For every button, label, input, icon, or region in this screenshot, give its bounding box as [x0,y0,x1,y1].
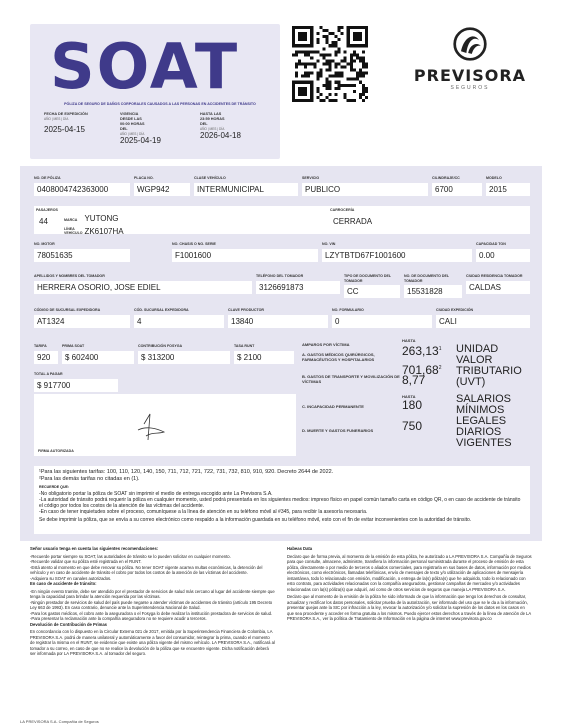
passengers: PASAJEROS 44 [36,208,58,226]
policy-dates [36,112,280,156]
coverage-b-label: B. GASTOS DE TRANSPORTE Y MOVILIZACIÓN DE VÍCTIMAS [302,374,400,384]
coverage-heading: AMPAROS POR VÍCTIMA [302,342,350,347]
producer-key: CLAVE PRODUCTOR 13840 [228,308,328,328]
engine-cc: CILINDRAJE/CC 6700 [432,176,482,196]
brand-name: PREVISORA [413,66,527,85]
brand-subtitle: SEGUROS [450,85,490,91]
engine-number: NO. MOTOR 78051635 [34,242,130,262]
coverage-transport-value: 8,77 [402,373,426,387]
model-year: MODELO 2015 [486,176,530,196]
vehicle-class: CLASE VEHÍCULO INTERMUNICIPAL [194,176,298,196]
soat-logo-block [30,24,280,159]
plate-number: PLACA NO. WGP942 [134,176,190,196]
document-type: TIPO DE DOCUMENTO DEL TOMADOR CC [344,274,400,298]
valid-until-date: HASTA LAS 23:59 HORAS DEL AÑO | MES | DÍA 2026-04-18 [200,112,241,140]
soat-subtitle: PÓLIZA DE SEGURO DE DAÑOS CORPORALES CAUSADOS A LAS PERSONAS EN ACCIDENTES DE TRÁNSITO [64,102,256,106]
body-type: CARROCERÍA CERRADA [330,208,373,226]
policyholder-name: APELLIDOS Y NOMBRES DEL TOMADOR HERRERA OSORIO, JOSE EDIEL [34,274,252,294]
form-number: NO. FORMULARIO 0 [332,308,432,328]
fosyga-contribution: CONTRIBUCIÓN FOSYGA $ 313200 [138,344,230,364]
previsora-logo-icon [452,26,488,62]
signature-area [34,394,296,456]
previsora-brand [405,26,535,106]
issue-date: FECHA DE EXPEDICIÓN AÑO | MES | DÍA 2025-04-15 [44,112,88,134]
coverage-a-label: A. GASTOS MÉDICOS QUIRÚRGICOS, FARMACÉUTICOS Y HOSPITALARIOS [302,352,375,362]
service-type: SERVICIO PUBLICO [302,176,428,196]
residence-city: CIUDAD RESIDENCIA TOMADOR CALDAS [466,274,530,294]
coverage-c-label: C. INCAPACIDAD PERMANENTE [302,404,364,409]
document-header [20,14,542,164]
runt-fee: TASA RUNT $ 2100 [234,344,294,364]
policy-form [20,166,542,541]
branch-code: CÓDIGO DE SUCURSAL EXPEDIDORA AT1324 [34,308,130,328]
policy-number: NO. DE PÓLIZA 0408004742363000 [34,176,130,196]
vehicle-line: LÍNEA VEHÍCULO ZK6107HA [64,226,124,236]
signature-graphic [34,394,296,456]
coverage-d-value: 750 [402,419,423,433]
valid-from-date: VIGENCIA DESDE LAS 00:00 HORAS DEL AÑO | MES | DÍA 2025-04-19 [120,112,161,145]
recommendations-column: Señor usuario tenga en cuenta las siguientes recomendaciones: -Recuerde portar siempre su SOAT, las autoridades de tránsito se lo pueden solicitar en cualquier momento. -Recuerde validar que su póliza esté registrada en el RUNT. -Está atento al momento en que debe renovar su póliza. No tener SOAT vigente acarrea multas económicas, la detención del vehículo y en caso de accidente de tránsito el cobro por todos los costos de la atención de las víctimas del accidente. -Adquiera su SOAT en canales autorizados. En caso de accidente de tránsito: -En ningún evento tramite, debe ser atendido por el prestador de servicios de salud más cercano al lugar del accidente siempre que tenga la capacidad para brindar la atención requerida por las víctimas. -Ningún prestador de servicios de salud del país puede negarse a atender víctimas de accidentes de tránsito (artículo 195 Decreto Ley 663 de 1993). En caso contrario, denuncie ante la Superintendencia Nacional de Salud. -Para los gastos médicos, el cobro ante la aseguradora o el Fosyga lo debe realizar la institución prestadora de servicios de salud. -Para presentar la reclamación ante la compañía aseguradora no se requiere acudir a terceros. Devolución de Contribución de Primas En concordancia con lo dispuesto en la Circular Externa 021 de 2017, emitida por la Superintendencia Financiera de Colombia, LA PREVISORA S.A. podrá de manera unilateral y automáticamente a favor del consumidor, reintegrar la prima, cuando el momento de registrar la misma en el RUNT, se evidencie que existe una póliza vigente del mismo vehículo. LA PREVISORA S.A., notificará al tomador a su correo, en caso de que no se realice la devolución de la póliza que se encuentre vigente. Dicha notificación deberá ser informada por LA PREVISORA S.A. al tomador del seguro. [30,546,275,656]
document-number: NO. DE DOCUMENTO DEL TOMADOR 15531828 [404,274,462,298]
soat-premium: PRIMA SOAT $ 602400 [62,344,134,364]
footer-company: LA PREVISORA S.A. Compañía de Seguros [20,719,99,724]
chassis-number: NO. CHASIS O NO. SERIE F1001600 [172,242,318,262]
soat-document [20,14,542,724]
policyholder-phone: TELÉFONO DEL TOMADOR 3126691873 [256,274,340,294]
coverage-a-value: HASTA 263,13$^1$ [402,338,442,358]
terms-section [30,546,532,716]
qr-code-icon [292,26,368,102]
uvt-unit-label: UNIDAD VALOR TRIBUTARIO (UVT) [456,343,522,388]
brand: MARCA YUTONG [64,214,119,223]
coverage-c-value: HASTA 180 [402,394,423,412]
branch-number: CÓD. SUCURSAL EXPEDIDORA 4 [134,308,224,328]
coverage-b-value: 701,68$^2$ [402,363,442,377]
coverage-d-label: D. MUERTE Y GASTOS FUNERARIOS [302,428,374,433]
authorized-signature-label: FIRMA AUTORIZADA [38,449,74,453]
soat-title: SOAT [50,30,240,103]
habeas-data-column: Habeas Data Declaro que de forma previa, al momento de la emisión de esta póliza, he autorizado a LA PREVISORA S.A. Compañía de Seguros para que consulte, almacene, administre, transfiera la información personal suministrada durante el proceso de emisión de esta póliza, directamente o por medio de terceros o aliados comerciales, para registrarla en sus bases de datos, información por medios electrónicos, como electrónicos, llamadas telefónicas, envío de mensajes de texto y/o utilización de aplicaciones de mensajería instantánea, todo lo relacionado con emisión, modificación, o entrega de la(s) póliza(s) que he adquirido, todo lo relacionado con esto contrato, para actividades relacionadas con la compañía aseguradora, gestionar campañas de mercadeo y/o actividades relacionadas con la(s) póliza(s) que adquirí, así como de otros servicios de seguros que maneja LA PREVISORA S.A. Declaro que al momento de la emisión de la póliza he sido informado de que la información que tengo los derechos de consultar, actualizar y rectificar los datos personales, solicitar prueba de la autorización, ser informado del uso que se le da a la información, presentar quejas ante la SIC por infracción a la ley, revocar la autorización y/o solicitar la supresión de los datos en los casos en que sea procedente y acceder en forma gratuita a los mismos. Puedo ejercer estos derechos a través de la línea de atención de LA PREVISORA S.A., ver la política de Tratamiento de Información en la página de internet www.previsora.gov.co [287,546,532,621]
tariff-notes: ¹Para las siguientes tarifas: 100, 110, 120, 140, 150, 711, 712, 721, 722, 731, 732, 810, 910, 920. Decreto 2644 de 2022. ²Para las demás tarifas no citadas en (1). RECUERDE QUE: -No obligatorio portar la póliza de SOAT sin imprimir el medio de entrega escogido ante La Previsora S.A. -La autoridad de tránsito podrá requerir la póliza en cualquier momento, usted podrá presentarla en los siguientes medios: impreso físico en papel común tamaño carta en código QR, o en caso de accidente de tránsito el código por todos los costos de la atención de las víctimas del accidente. -En caso de tener inquietudes sobre el proceso, comuníquese a la línea de atención en su teléfono móvil al #345, para recibir la asesoría necesaria. Se debe imprimir la póliza, que se envía a su correo electrónico como respaldo a la información guardada en su teléfono móvil, esto con el fin de evitar inconvenientes con la autoridad de tránsito. [34,466,530,534]
capacity-tons: CAPACIDAD TON 0.00 [476,242,530,262]
smldv-unit-label: SALARIOS MÍNIMOS LEGALES DIARIOS VIGENTES [456,393,512,449]
issue-city: CIUDAD EXPEDICIÓN CALI [436,308,530,328]
rate: TARIFA 920 [34,344,58,364]
total-payable: TOTAL A PAGAR $ 917700 [34,372,118,392]
vin-number: NO. VIN LZYTBTD67F1001600 [322,242,472,262]
